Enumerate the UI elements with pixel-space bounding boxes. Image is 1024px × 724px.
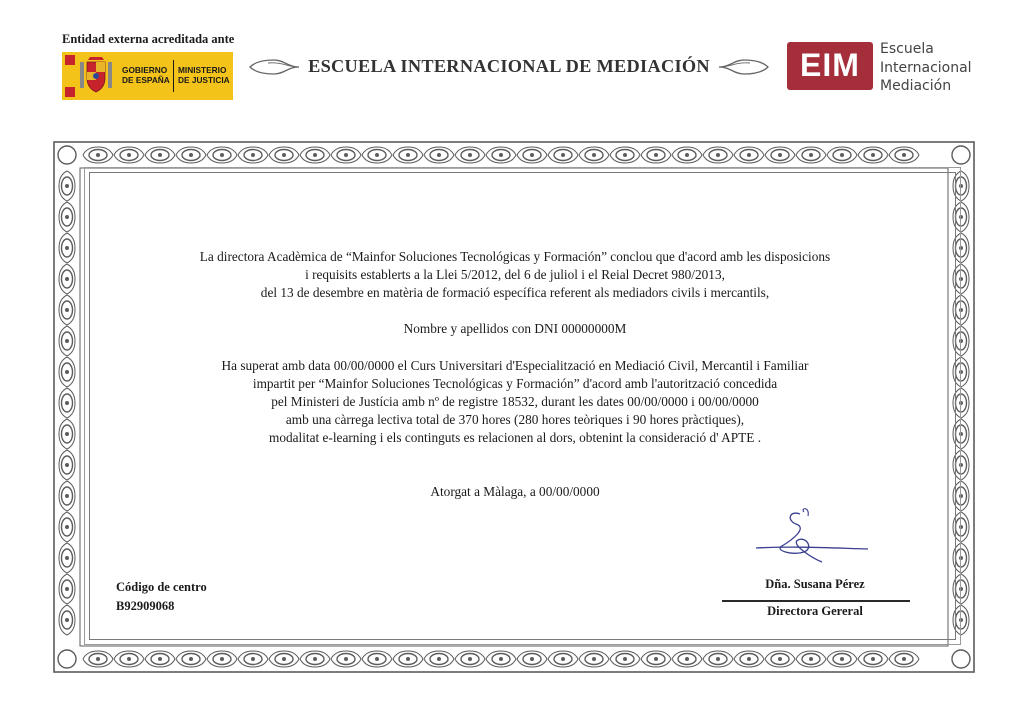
border-ornament bbox=[455, 651, 485, 667]
border-ornament bbox=[59, 481, 75, 511]
border-ornament bbox=[641, 147, 671, 163]
border-ornament bbox=[734, 651, 764, 667]
ministerio-text: MINISTERIO DE JUSTICIA bbox=[178, 65, 230, 85]
border-ornament bbox=[703, 651, 733, 667]
border-ornament bbox=[362, 651, 392, 667]
border-ornament bbox=[331, 147, 361, 163]
border-ornament bbox=[59, 171, 75, 201]
border-ornament bbox=[548, 147, 578, 163]
coat-of-arms-icon bbox=[78, 56, 114, 96]
border-ornament bbox=[145, 147, 175, 163]
gobierno-text: GOBIERNO DE ESPAÑA bbox=[122, 65, 170, 85]
logo-divider bbox=[173, 60, 174, 92]
border-ornament bbox=[300, 147, 330, 163]
text-line: pel Ministeri de Justícia amb nº de registre 18532, durant les dates 00/00/0000 i 00/00/0000 bbox=[271, 394, 759, 409]
border-ornament bbox=[207, 147, 237, 163]
border-ornament bbox=[59, 295, 75, 325]
border-ornament bbox=[393, 147, 423, 163]
border-ornament bbox=[610, 651, 640, 667]
border-ornament bbox=[734, 147, 764, 163]
border-ornament bbox=[59, 512, 75, 542]
signer-name: Dña. Susana Pérez bbox=[765, 577, 865, 591]
border-ornament bbox=[59, 264, 75, 294]
place-and-date: Atorgat a Màlaga, a 00/00/0000 bbox=[430, 484, 600, 499]
border-ornament bbox=[703, 147, 733, 163]
border-ornament bbox=[59, 450, 75, 480]
border-ornament bbox=[889, 147, 919, 163]
text-line: Ha superat amb data 00/00/0000 el Curs Universitari d'Especialització en Mediació Civil, Mercantil i Familiar bbox=[221, 358, 809, 373]
text-line: i requisits establerts a la Llei 5/2012, del 6 de juliol i el Reial Decret 980/2013, bbox=[305, 267, 725, 282]
border-ornament bbox=[114, 651, 144, 667]
border-ornament bbox=[486, 651, 516, 667]
border-ornament bbox=[238, 651, 268, 667]
eim-logo-mark bbox=[787, 42, 873, 90]
border-ornament bbox=[765, 651, 795, 667]
border-ornament bbox=[59, 388, 75, 418]
eim-logo-letters: EIM bbox=[800, 47, 860, 83]
border-ornament bbox=[269, 651, 299, 667]
border-ornament bbox=[331, 651, 361, 667]
border-ornament bbox=[59, 202, 75, 232]
border-ornament bbox=[889, 651, 919, 667]
text-line: del 13 de desembre en matèria de formació específica referent als mediadors civils i mercantils, bbox=[260, 285, 770, 300]
center-code-label: Código de centro bbox=[116, 580, 207, 594]
border-ornament bbox=[672, 147, 702, 163]
border-ornament bbox=[300, 651, 330, 667]
border-ornament bbox=[827, 651, 857, 667]
border-ornament bbox=[83, 147, 113, 163]
text-line: amb una càrrega lectiva total de 370 hores (280 hores teòriques i 90 hores pràctiques), bbox=[285, 412, 745, 427]
border-ornament bbox=[362, 147, 392, 163]
border-ornament bbox=[59, 357, 75, 387]
border-ornament bbox=[59, 574, 75, 604]
signer-title: Directora Gereral bbox=[767, 604, 863, 618]
border-ornament bbox=[145, 651, 175, 667]
border-ornament bbox=[176, 147, 206, 163]
border-ornament bbox=[59, 419, 75, 449]
border-ornament bbox=[517, 147, 547, 163]
border-ornament bbox=[424, 147, 454, 163]
border-ornament bbox=[455, 147, 485, 163]
recipient-name: Nombre y apellidos con DNI 00000000M bbox=[403, 321, 627, 336]
border-ornament bbox=[238, 147, 268, 163]
border-ornament bbox=[59, 605, 75, 635]
school-title-row bbox=[248, 53, 770, 81]
border-ornament bbox=[59, 326, 75, 356]
border-ornament bbox=[83, 651, 113, 667]
border-ornament bbox=[579, 147, 609, 163]
border-ornament bbox=[641, 651, 671, 667]
border-ornament bbox=[796, 651, 826, 667]
border-ornament bbox=[672, 651, 702, 667]
text-line: impartit per “Mainfor Soluciones Tecnológicas y Formación” d'acord amb l'autorització concedida bbox=[252, 376, 778, 391]
school-title: ESCUELA INTERNACIONAL DE MEDIACIÓN bbox=[308, 56, 710, 76]
border-ornament bbox=[796, 147, 826, 163]
border-ornament bbox=[393, 651, 423, 667]
handwritten-signature bbox=[752, 506, 872, 566]
border-ornament bbox=[579, 651, 609, 667]
right-flourish-icon bbox=[718, 57, 770, 77]
eim-logo-name: Escuela Internacional Mediación bbox=[880, 41, 972, 94]
border-ornament bbox=[486, 147, 516, 163]
border-ornament bbox=[858, 651, 888, 667]
border-ornament bbox=[858, 147, 888, 163]
border-ornament bbox=[176, 651, 206, 667]
border-ornament bbox=[59, 233, 75, 263]
border-ornament bbox=[424, 651, 454, 667]
accreditation-label: Entidad externa acreditada ante bbox=[62, 32, 235, 46]
left-flourish-icon bbox=[248, 57, 300, 77]
border-ornament bbox=[765, 147, 795, 163]
border-ornament bbox=[827, 147, 857, 163]
text-line: La directora Acadèmica de “Mainfor Soluciones Tecnológicas y Formación” conclou que d'acord amb les disposicions bbox=[199, 249, 831, 264]
signature-rule bbox=[722, 600, 910, 602]
spain-flag-icon bbox=[65, 55, 75, 97]
border-ornament bbox=[114, 147, 144, 163]
border-ornament bbox=[517, 651, 547, 667]
paragraph-course-details bbox=[120, 357, 910, 447]
border-ornament bbox=[59, 543, 75, 573]
text-line: modalitat e-learning i els continguts es relacionen al dors, obtenint la consideració d' APTE . bbox=[268, 430, 762, 445]
border-ornament bbox=[610, 147, 640, 163]
border-ornament bbox=[207, 651, 237, 667]
border-ornament bbox=[269, 147, 299, 163]
gobierno-espana-logo bbox=[62, 52, 233, 100]
paragraph-legal-basis bbox=[120, 248, 910, 302]
border-ornament bbox=[548, 651, 578, 667]
center-code-value: B92909068 bbox=[116, 599, 175, 613]
